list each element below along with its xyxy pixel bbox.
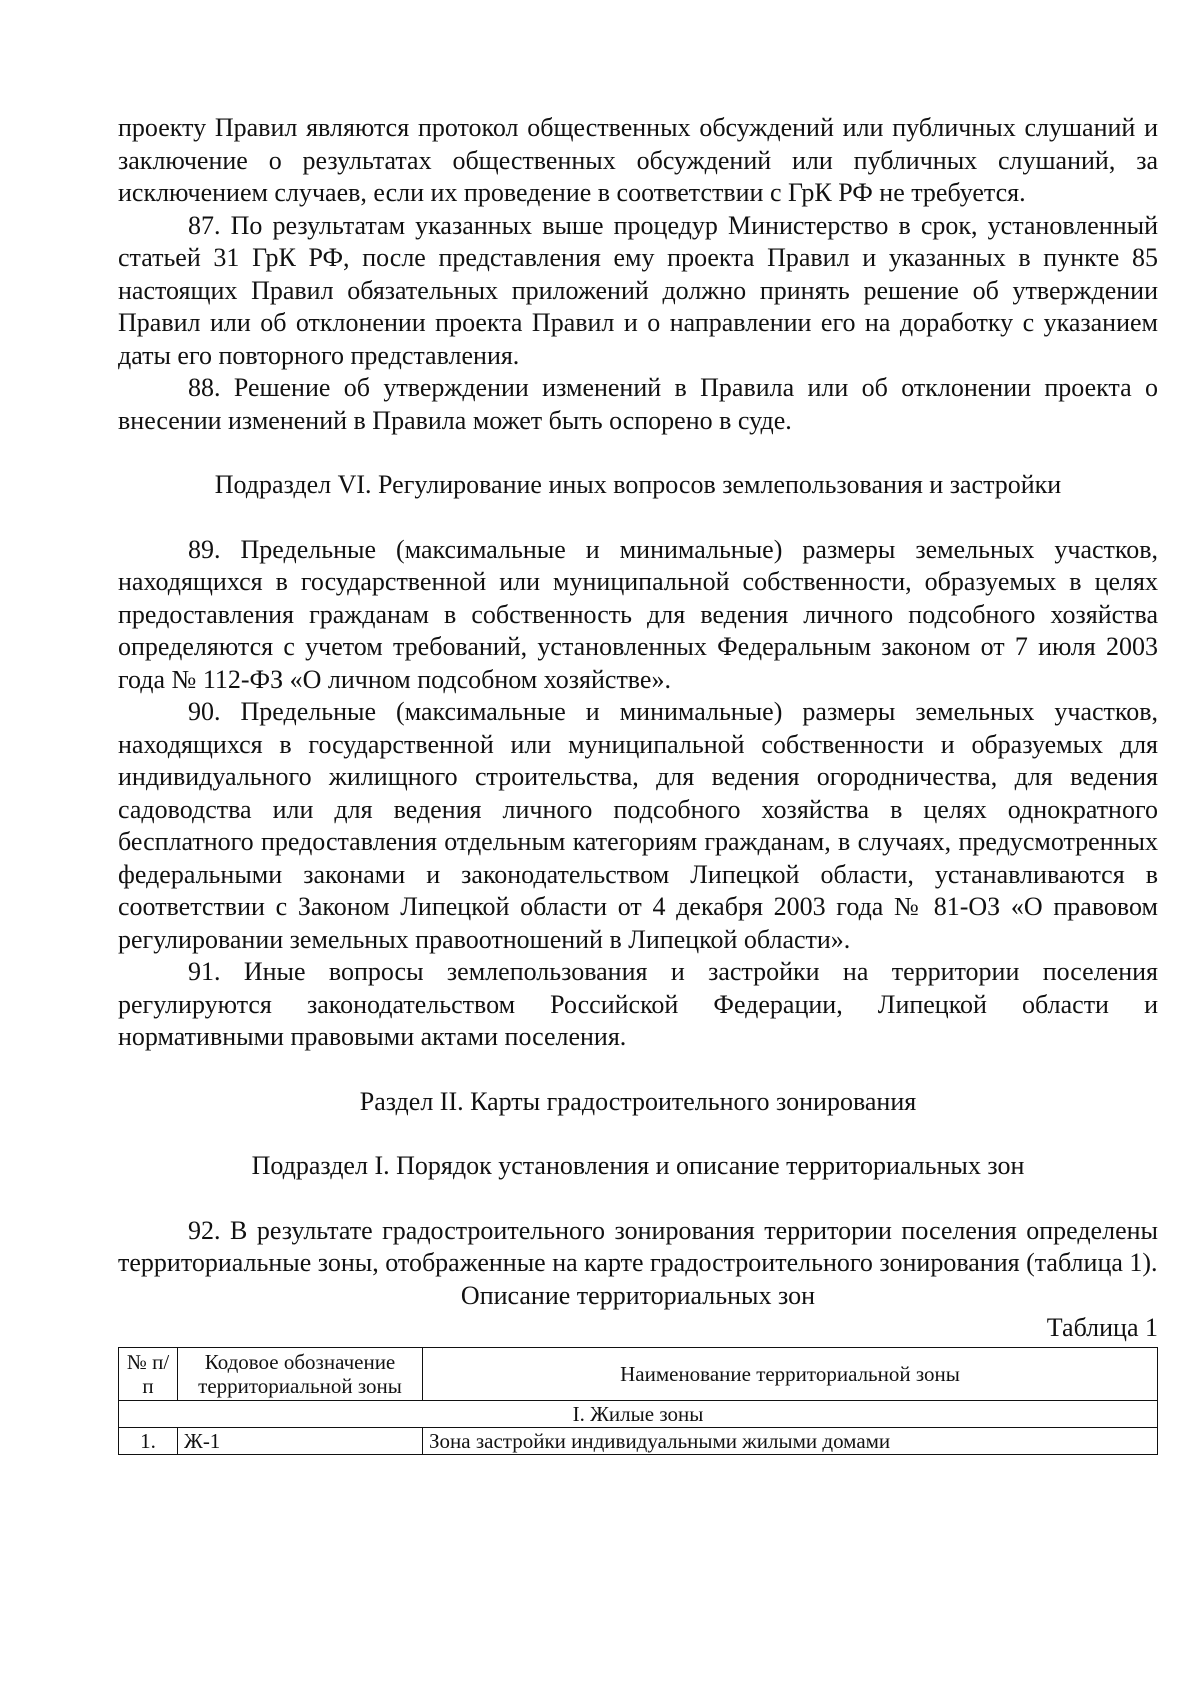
table-label: Таблица 1 — [1046, 1313, 1158, 1342]
table-row — [119, 1427, 1158, 1454]
header-name: Наименование территориальной зоны — [423, 1347, 1158, 1400]
header-num: № п/п — [119, 1347, 178, 1400]
table-header-row — [119, 1347, 1158, 1400]
header-code: Кодовое обозначение территориальной зоны — [178, 1347, 423, 1400]
heading-subsection-i: Подраздел I. Порядок установления и описание территориальных зон — [251, 1151, 1025, 1180]
section-residential-zones: I. Жилые зоны — [119, 1400, 1158, 1427]
spacer — [118, 502, 1158, 534]
heading-section-ii: Раздел II. Карты градостроительного зонирования — [359, 1086, 917, 1116]
table-caption: Описание территориальных зон — [460, 1280, 816, 1310]
spacer — [118, 437, 1158, 469]
spacer — [118, 1183, 1158, 1215]
paragraph-92: 92. В результате градостроительного зонирования территории поселения определены территориальные зоны, отображенные на карте градостроительного зонирования (таблица 1). — [118, 1215, 1158, 1277]
paragraph-90: 90. Предельные (максимальные и минимальные) размеры земельных участков, находящихся в государственной или муниципальной собственности и образуемых для индивидуального жилищного строительства, для ведения огородничества, для ведения садоводства или для ведения личного подсобного хозяйства в целях однократного бесплатного предоставления отдельным категориям гражданам, в случаях, предусмотренных федеральными законами и законодательством Липецкой области, устанавливаются в соответствии с Законом Липецкой области от 4 декабря 2003 года № 81-ОЗ «О правовом регулировании земельных правоотношений в Липецкой области». — [118, 697, 1158, 954]
paragraph-86-continuation: проекту Правил являются протокол общественных обсуждений или публичных слушаний и заключение о результатах общественных обсуждений или публичных слушаний, за исключением случаев, если их проведение в соответствии с ГрК РФ не требуется. — [118, 113, 1158, 207]
cell-name: Зона застройки индивидуальными жилыми домами — [423, 1427, 1158, 1454]
zones-table — [118, 1347, 1158, 1455]
paragraph-87: 87. По результатам указанных выше процедур Министерство в срок, установленный статьей 31 ГрК РФ, после представления ему проекта Правил и указанных в пункте 85 настоящих Правил обязательных приложений должно принять решение об утверждении Правил или об отклонении проекта Правил и о направлении его на доработку с указанием даты его повторного представления. — [118, 210, 1158, 370]
paragraph-89: 89. Предельные (максимальные и минимальные) размеры земельных участков, находящихся в государственной или муниципальной собственности, образуемых в целях предоставления гражданам в собственность для ведения личного подсобного хозяйства определяются с учетом требований, установленных Федеральным законом от 7 июля 2003 года № 112-ФЗ «О личном подсобном хозяйстве». — [118, 534, 1158, 694]
cell-num: 1. — [119, 1427, 178, 1454]
spacer — [118, 1054, 1158, 1086]
heading-subsection-vi: Подраздел VI. Регулирование иных вопросов землепользования и застройки — [214, 470, 1062, 499]
table-section-row — [119, 1400, 1158, 1427]
cell-code: Ж-1 — [178, 1427, 423, 1454]
document-page — [118, 112, 1158, 1455]
spacer — [118, 1118, 1158, 1150]
paragraph-88: 88. Решение об утверждении изменений в Правила или об отклонении проекта о внесении изменений в Правила может быть оспорено в суде. — [118, 373, 1158, 435]
paragraph-91: 91. Иные вопросы землепользования и застройки на территории поселения регулируются законодательством Российской Федерации, Липецкой области и нормативными правовыми актами поселения. — [118, 957, 1158, 1051]
